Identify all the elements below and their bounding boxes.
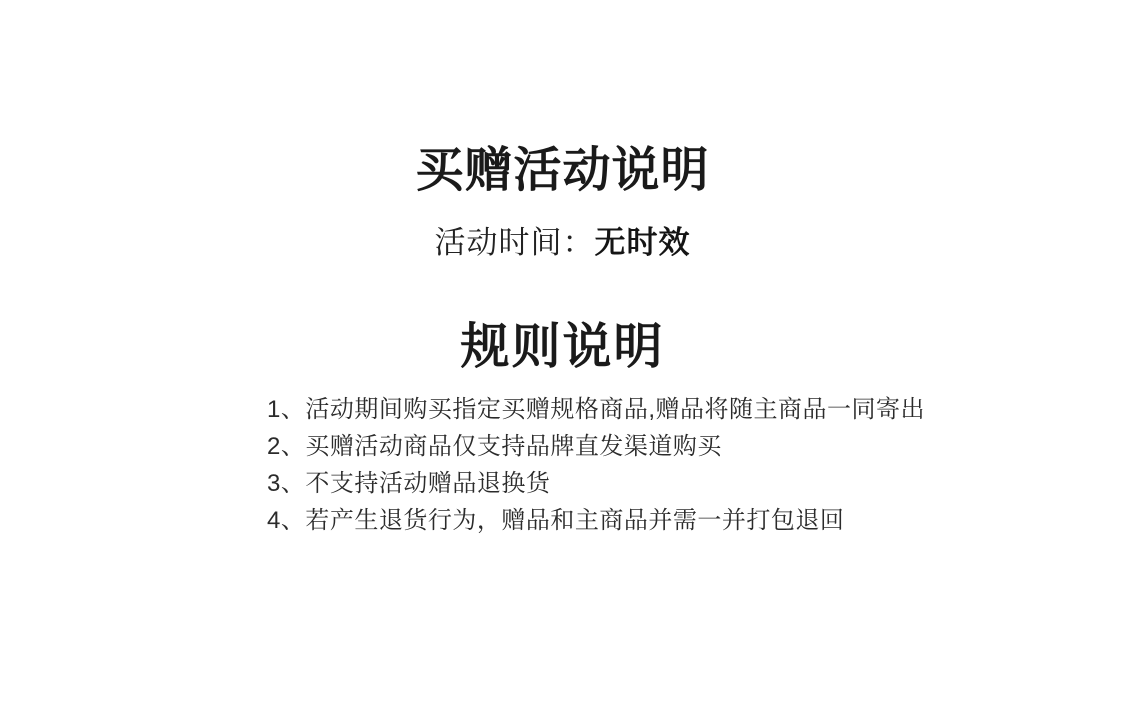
rules-heading: 规则说明 [460,320,665,374]
activity-time-line [14,226,1111,260]
activity-time-label: 活动时间： [434,225,595,260]
rule-item-4: 4、若产生退货行为，赠品和主商品并需一并打包退回 [267,507,845,534]
rule-item-3: 3、不支持活动赠品退换货 [267,470,551,497]
page-title: 买赠活动说明 [415,144,710,197]
rule-item-2: 2、买赠活动商品仅支持品牌直发渠道购买 [267,433,722,460]
activity-time-value: 无时效 [594,225,691,260]
rule-item-1: 1、活动期间购买指定买赠规格商品,赠品将随主商品一同寄出 [267,396,926,423]
rules-list [267,398,925,546]
